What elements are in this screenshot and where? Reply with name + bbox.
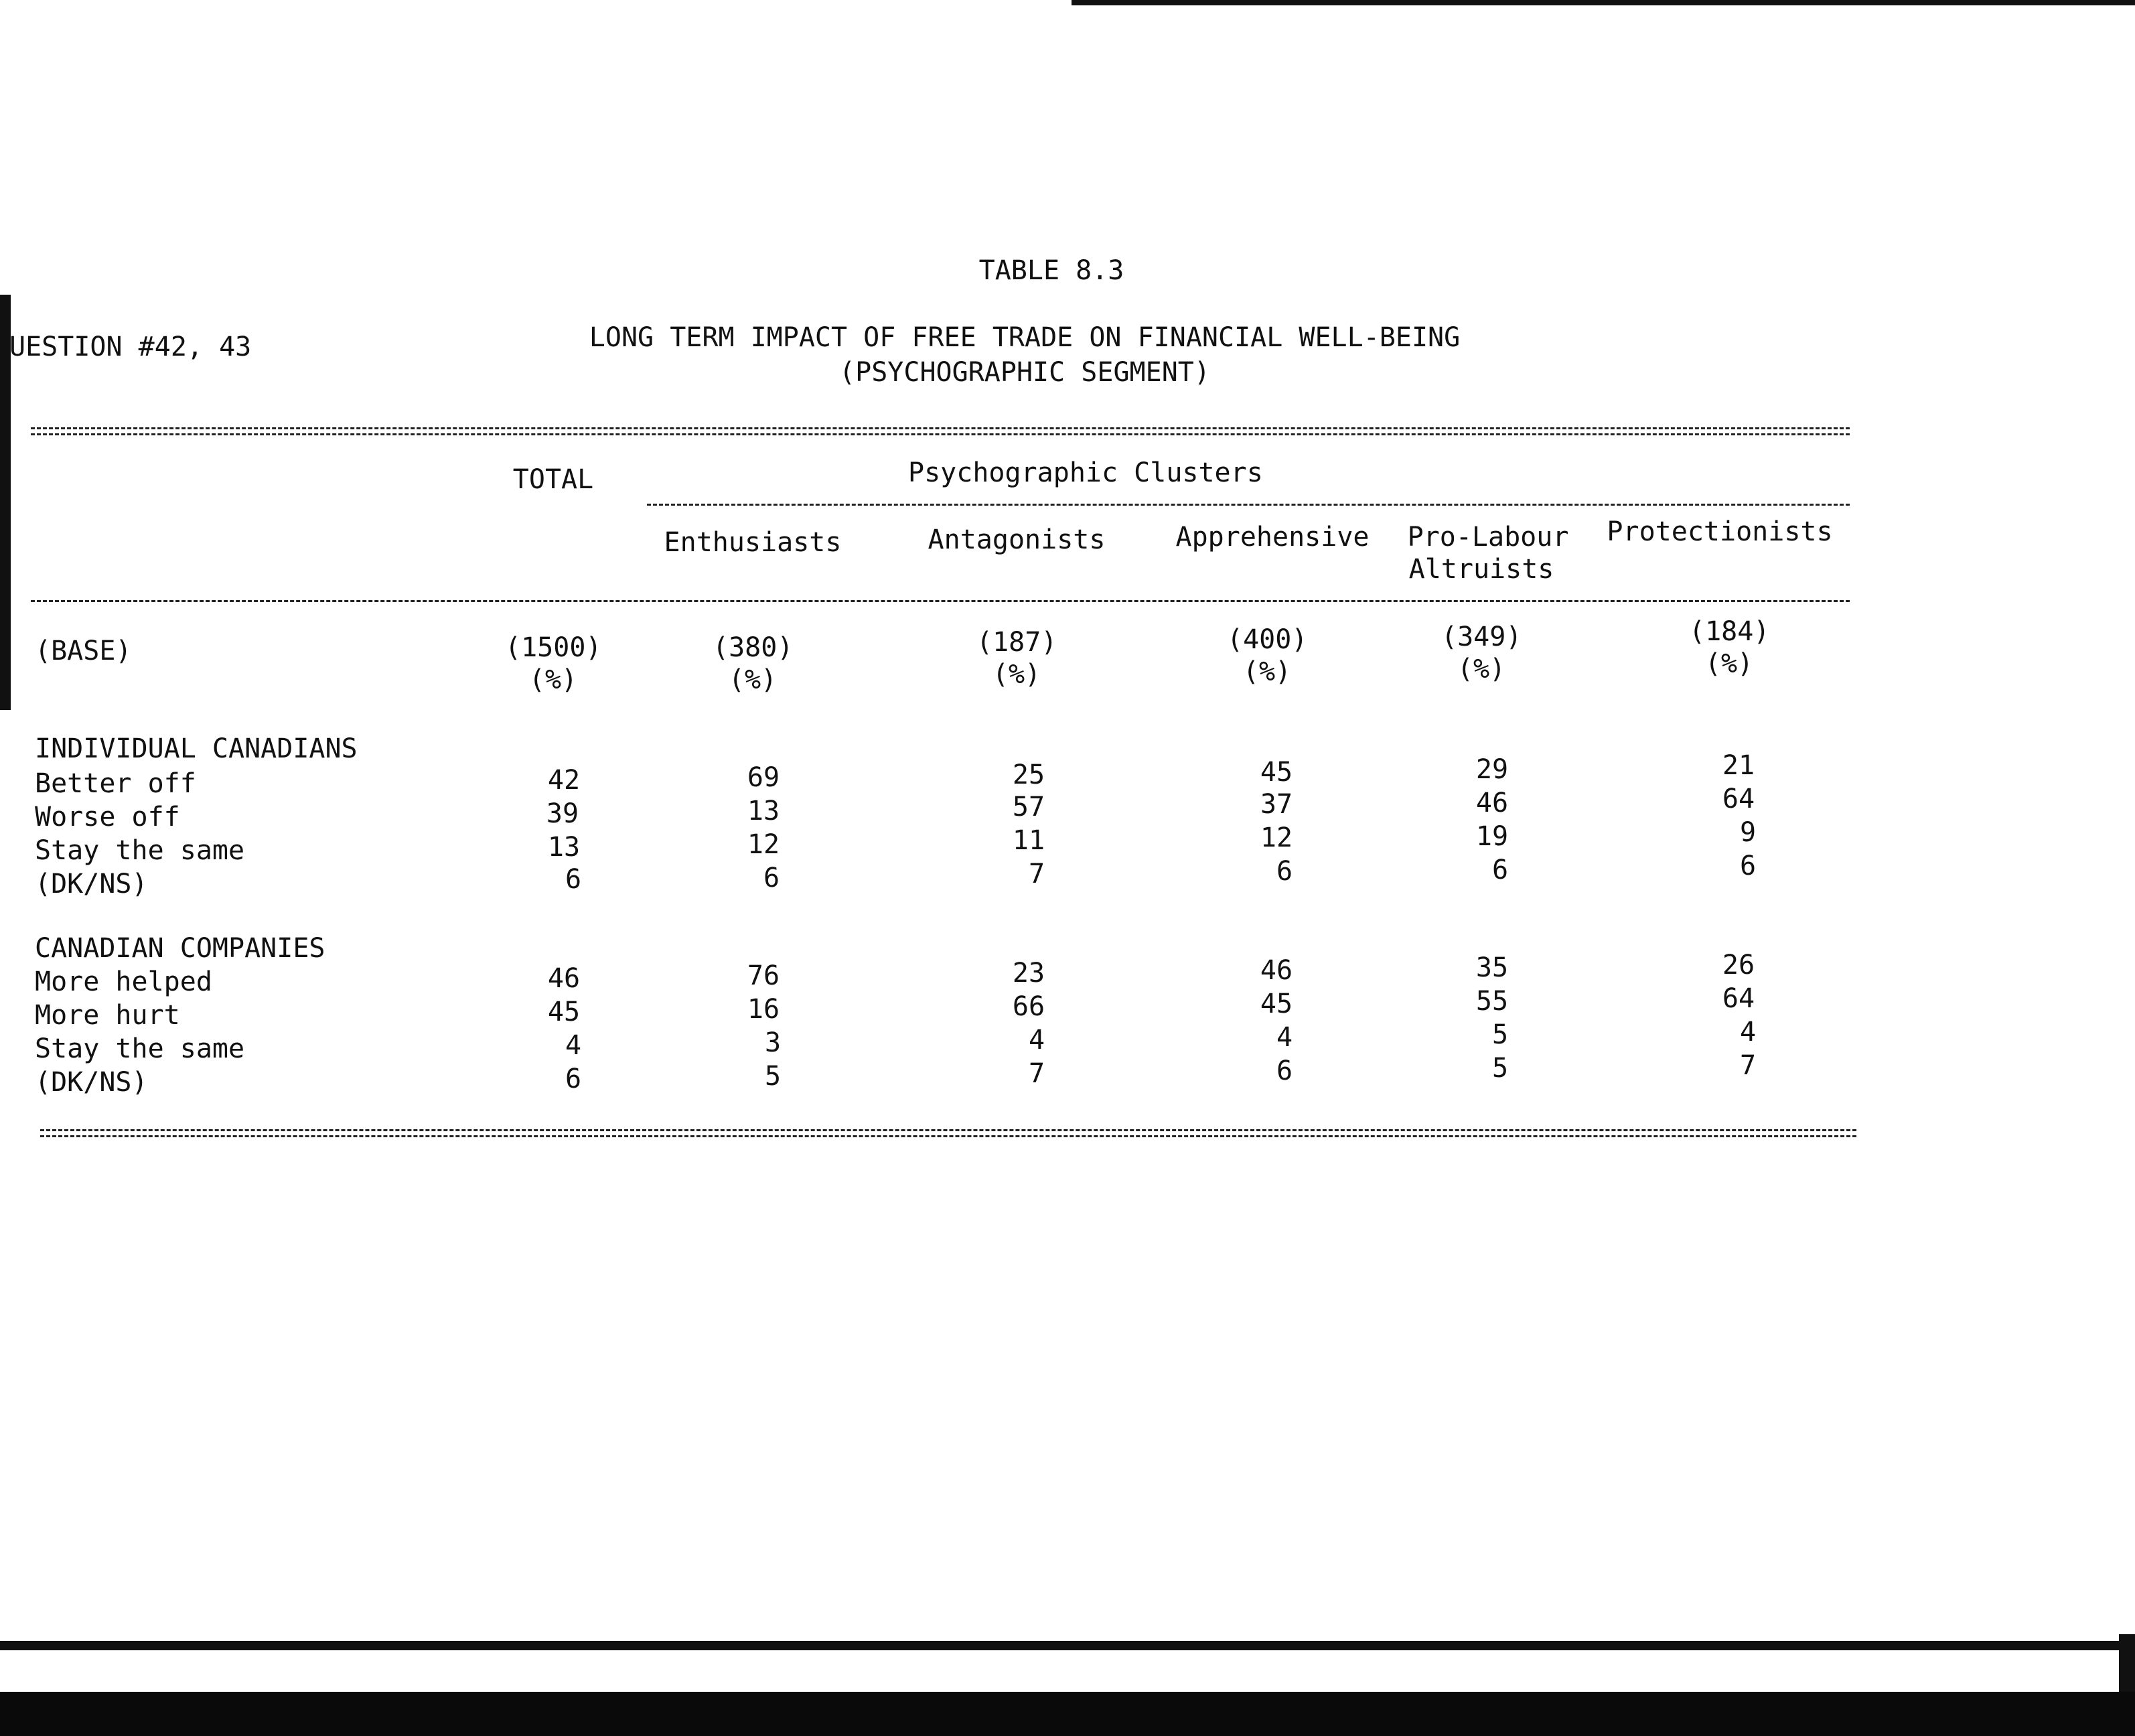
row-label: Worse off: [35, 802, 180, 833]
base-label: (BASE): [35, 636, 132, 666]
cell-value: 26: [1722, 950, 1755, 981]
base-protectionists: (184): [1689, 616, 1770, 647]
cell-value: 6: [565, 864, 582, 895]
cell-value: 66: [1012, 991, 1045, 1022]
row-label: Stay the same: [35, 835, 245, 866]
top-double-rule: [31, 427, 1850, 435]
row-label: More hurt: [35, 1000, 180, 1031]
cell-value: 7: [1028, 859, 1045, 889]
cell-value: 45: [1260, 989, 1293, 1019]
cell-value: 29: [1475, 754, 1509, 785]
cell-value: 6: [565, 1064, 582, 1094]
base-unit-enthusiasts: (%): [728, 664, 778, 695]
cell-value: 6: [1276, 856, 1293, 887]
cell-value: 6: [763, 863, 780, 893]
cluster-underline: [647, 504, 1850, 506]
row-label: More helped: [35, 966, 212, 997]
cell-value: 19: [1475, 821, 1509, 852]
base-unit-antagonists: (%): [992, 659, 1041, 690]
cell-value: 35: [1475, 952, 1509, 983]
cell-value: 3: [764, 1027, 782, 1058]
header-col-enthusiasts: Enthusiasts: [664, 527, 842, 558]
cell-value: 23: [1012, 958, 1045, 989]
scan-edge-bottom: [0, 1692, 2135, 1736]
cell-value: 64: [1722, 784, 1755, 814]
cell-value: 46: [1260, 955, 1293, 986]
base-unit-total: (%): [528, 664, 578, 695]
cell-value: 7: [1028, 1058, 1045, 1089]
cell-value: 25: [1012, 760, 1045, 790]
cell-value: 4: [1739, 1017, 1757, 1047]
base-apprehensive: (400): [1227, 624, 1308, 655]
cell-value: 55: [1475, 986, 1509, 1017]
cell-value: 39: [546, 798, 579, 829]
cell-value: 13: [747, 796, 780, 826]
row-label: Better off: [35, 768, 196, 799]
cell-value: 64: [1722, 983, 1755, 1014]
scan-edge-right: [2119, 1634, 2135, 1694]
cell-value: 46: [547, 963, 581, 994]
cell-value: 42: [547, 765, 581, 796]
base-enthusiasts: (380): [713, 632, 794, 663]
cell-value: 5: [764, 1061, 782, 1092]
row-label: (DK/NS): [35, 869, 148, 899]
header-col-antagonists: Antagonists: [928, 524, 1106, 555]
cell-value: 6: [1739, 851, 1757, 881]
table-subtitle: (PSYCHOGRAPHIC SEGMENT): [839, 357, 1210, 388]
header-col-altruists: Altruists: [1408, 554, 1554, 585]
header-psychographic-clusters: Psychographic Clusters: [908, 457, 1263, 488]
table-title: LONG TERM IMPACT OF FREE TRADE ON FINANCIAL WELL-BEING: [589, 322, 1461, 353]
cell-value: 12: [747, 829, 780, 860]
cell-value: 9: [1739, 817, 1757, 848]
base-unit-apprehensive: (%): [1242, 656, 1292, 687]
cell-value: 6: [1276, 1056, 1293, 1086]
base-pro-labour: (349): [1441, 622, 1522, 652]
bottom-double-rule: [40, 1129, 1856, 1137]
row-label: Stay the same: [35, 1033, 245, 1064]
question-reference: UESTION #42, 43: [9, 332, 252, 362]
cell-value: 37: [1260, 789, 1293, 820]
cell-value: 6: [1491, 855, 1509, 885]
cell-value: 76: [747, 960, 780, 991]
header-col-pro-labour: Pro-Labour: [1407, 522, 1569, 553]
cell-value: 12: [1260, 822, 1293, 853]
scan-edge-bottom-line: [0, 1641, 2135, 1650]
scan-edge-top: [1072, 0, 2135, 5]
cell-value: 46: [1475, 788, 1509, 818]
cell-value: 11: [1012, 825, 1045, 856]
cell-value: 69: [747, 762, 780, 793]
cell-value: 16: [747, 994, 780, 1025]
table-number: TABLE 8.3: [978, 255, 1124, 286]
header-total: TOTAL: [512, 464, 594, 495]
base-unit-pro-labour: (%): [1457, 654, 1506, 684]
header-col-protectionists: Protectionists: [1607, 516, 1833, 547]
base-antagonists: (187): [976, 627, 1057, 658]
cell-value: 5: [1491, 1019, 1509, 1050]
cell-value: 7: [1739, 1050, 1757, 1081]
cell-value: 57: [1012, 792, 1045, 822]
header-col-apprehensive: Apprehensive: [1175, 522, 1370, 553]
section-title: INDIVIDUAL CANADIANS: [35, 733, 358, 764]
base-total: (1500): [505, 632, 602, 663]
cell-value: 4: [565, 1030, 582, 1061]
base-unit-protectionists: (%): [1704, 648, 1754, 679]
cell-value: 4: [1028, 1025, 1045, 1056]
cell-value: 4: [1276, 1022, 1293, 1053]
cell-value: 45: [1260, 757, 1293, 788]
cell-value: 45: [547, 997, 581, 1027]
section-title: CANADIAN COMPANIES: [35, 933, 325, 964]
cell-value: 21: [1722, 750, 1755, 781]
header-bottom-rule: [31, 600, 1850, 602]
cell-value: 13: [547, 832, 581, 863]
row-label: (DK/NS): [35, 1067, 148, 1098]
cell-value: 5: [1491, 1053, 1509, 1084]
